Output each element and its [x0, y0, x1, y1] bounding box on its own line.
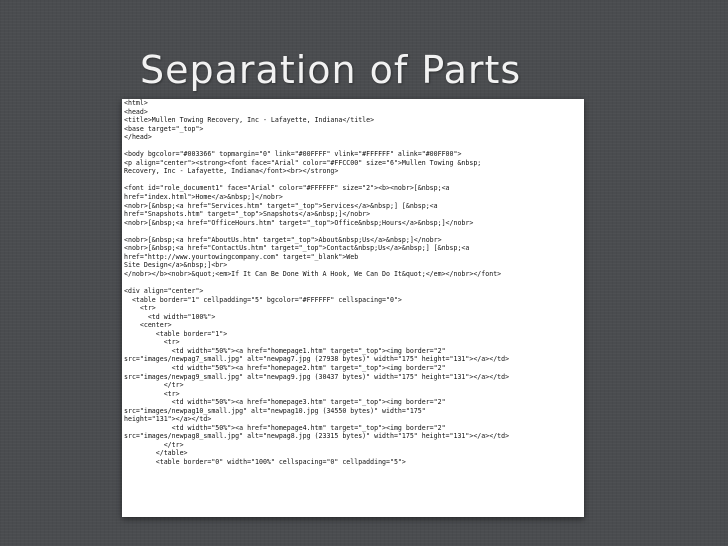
code-line: [122, 142, 584, 151]
code-line: <center>: [124, 321, 172, 330]
code-line: <table border="0" width="100%" cellspacing="0" cellpadding="5">: [124, 457, 406, 466]
code-line: <div align="center">: [124, 287, 204, 296]
code-line: <base target="_top">: [124, 124, 204, 133]
code-line: <td width="50%"><a href="homepage4.htm" target="_top"><img border="2": [124, 423, 446, 432]
code-line: src="images/newpag10_small.jpg" alt="newpag10.jpg (34550 bytes)" width="175": [124, 406, 426, 415]
code-line: href="http://www.yourtowingcompany.com" target="_blank">Web: [124, 252, 359, 261]
code-line: <title>Mullen Towing Recovery, Inc - Lafayette, Indiana</title>: [124, 116, 375, 125]
code-line: <td width="50%"><a href="homepage1.htm" target="_top"><img border="2": [124, 346, 446, 355]
code-line: <nobr>[&nbsp;<a href="Services.htm" target="_top">Services</a>&nbsp;] [&nbsp;<a: [124, 201, 438, 210]
code-screenshot-panel: [122, 99, 584, 517]
code-line: [122, 176, 584, 185]
code-line: href="Snapshots.htm" target="_top">Snapshots</a>&nbsp;]</nobr>: [124, 210, 371, 219]
code-line: <nobr>[&nbsp;<a href="ContactUs.htm" target="_top">Contact&nbsp;Us</a>&nbsp;] [&nbsp;<a: [124, 244, 470, 253]
slide-title: Separation of Parts: [140, 48, 522, 92]
code-line: <tr>: [124, 304, 156, 313]
code-line: src="images/newpag7_small.jpg" alt="newpag7.jpg (27938 bytes)" width="175" height="131"></a></td>: [124, 355, 510, 364]
code-line: src="images/newpag9_small.jpg" alt="newpag9.jpg (30437 bytes)" width="175" height="131"></a></td>: [124, 372, 510, 381]
code-line: <font id="role_document1" face="Arial" color="#FFFFFF" size="2"><b><nobr>[&nbsp;<a: [124, 184, 450, 193]
code-line: <td width="50%"><a href="homepage3.htm" target="_top"><img border="2": [124, 398, 446, 407]
code-line: </tr>: [124, 440, 184, 449]
code-line: <nobr>[&nbsp;<a href="OfficeHours.htm" target="_top">Office&nbsp;Hours</a>&nbsp;]</nobr>: [124, 218, 474, 227]
code-line: <tr>: [124, 389, 180, 398]
code-line: href="index.html">Home</a>&nbsp;]</nobr>: [124, 193, 283, 202]
code-line: height="131"></a></td>: [124, 415, 212, 424]
code-line: <table border="1">: [124, 329, 228, 338]
code-line: <p align="center"><strong><font face="Arial" color="#FFCC00" size="6">Mullen Towing &nbsp;: [124, 158, 482, 167]
code-line: <td width="50%"><a href="homepage2.htm" target="_top"><img border="2": [124, 363, 446, 372]
code-line: <table border="1" cellpadding="5" bgcolor="#FFFFFF" cellspacing="0">: [124, 295, 402, 304]
code-line: <head>: [124, 107, 148, 116]
code-line: src="images/newpag8_small.jpg" alt="newpag8.jpg (23315 bytes)" width="175" height="131"></a></td>: [124, 432, 510, 441]
code-line: <td width="100%">: [124, 312, 216, 321]
code-line: </head>: [124, 133, 152, 142]
code-line: <nobr>[&nbsp;<a href="AboutUs.htm" target="_top">About&nbsp;Us</a>&nbsp;]</nobr>: [124, 235, 442, 244]
code-line: </table>: [124, 449, 188, 458]
code-line: [122, 278, 584, 287]
code-line: <tr>: [124, 338, 180, 347]
code-line: <html>: [124, 99, 148, 107]
code-line: </nobr></b><nobr>&quot;<em>If It Can Be Done With A Hook, We Can Do It&quot;</em></nobr></font>: [124, 269, 502, 278]
code-line: </tr>: [124, 381, 184, 390]
code-line: Site Design</a>&nbsp;]<br>: [124, 261, 228, 270]
code-line: [122, 227, 584, 236]
code-line: <body bgcolor="#003366" topmargin="0" link="#00FFFF" vlink="#FFFFFF" alink="#00FF00">: [124, 150, 462, 159]
code-line: Recovery, Inc - Lafayette, Indiana</font><br></strong>: [124, 167, 339, 176]
